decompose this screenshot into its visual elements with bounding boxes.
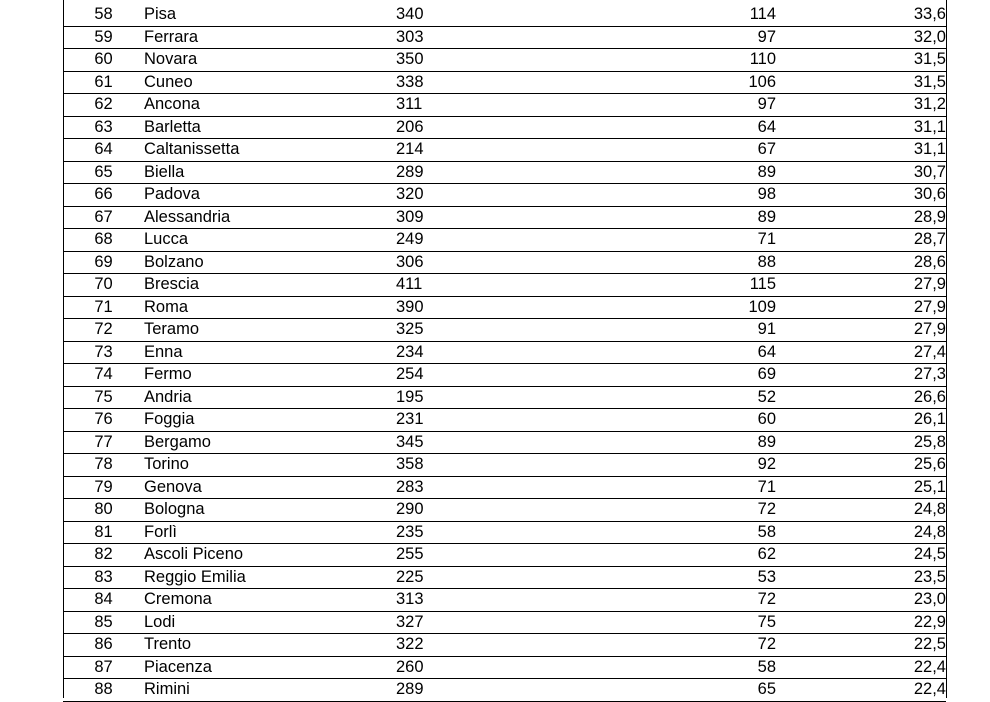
city-cell: Lucca	[144, 229, 396, 252]
value-a-cell: 309	[396, 206, 496, 229]
table-row	[63, 634, 946, 657]
value-c-cell: 27,9	[776, 296, 946, 319]
value-c-cell: 24,8	[776, 521, 946, 544]
rank-cell: 82	[63, 544, 144, 567]
table-row	[63, 364, 946, 387]
table-row	[63, 589, 946, 612]
table-row	[63, 611, 946, 634]
value-a-cell: 214	[396, 139, 496, 162]
city-cell: Genova	[144, 476, 396, 499]
value-a-cell: 290	[396, 499, 496, 522]
value-b-cell: 92	[496, 454, 776, 477]
value-b-cell: 72	[496, 499, 776, 522]
value-a-cell: 311	[396, 94, 496, 117]
value-b-cell: 106	[496, 71, 776, 94]
value-a-cell: 345	[396, 431, 496, 454]
value-c-cell: 26,6	[776, 386, 946, 409]
rank-cell: 75	[63, 386, 144, 409]
value-b-cell: 69	[496, 364, 776, 387]
value-b-cell: 72	[496, 634, 776, 657]
city-cell: Novara	[144, 49, 396, 72]
value-b-cell: 71	[496, 476, 776, 499]
value-c-cell: 27,9	[776, 274, 946, 297]
value-c-cell: 31,5	[776, 49, 946, 72]
value-b-cell: 60	[496, 409, 776, 432]
table-row	[63, 49, 946, 72]
value-b-cell: 53	[496, 566, 776, 589]
city-cell: Forlì	[144, 521, 396, 544]
rank-cell: 72	[63, 319, 144, 342]
rank-cell: 77	[63, 431, 144, 454]
rank-cell: 68	[63, 229, 144, 252]
value-b-cell: 97	[496, 26, 776, 49]
value-a-cell: 234	[396, 341, 496, 364]
table-row	[63, 454, 946, 477]
city-cell: Reggio Emilia	[144, 566, 396, 589]
value-c-cell: 25,8	[776, 431, 946, 454]
rank-cell: 84	[63, 589, 144, 612]
rank-cell: 70	[63, 274, 144, 297]
table-row	[63, 499, 946, 522]
value-c-cell: 22,4	[776, 679, 946, 702]
city-cell: Teramo	[144, 319, 396, 342]
city-cell: Pisa	[144, 4, 396, 26]
city-cell: Barletta	[144, 116, 396, 139]
value-a-cell: 320	[396, 184, 496, 207]
table-row	[63, 229, 946, 252]
value-b-cell: 97	[496, 94, 776, 117]
value-b-cell: 89	[496, 161, 776, 184]
value-b-cell: 114	[496, 4, 776, 26]
value-c-cell: 26,1	[776, 409, 946, 432]
value-c-cell: 31,2	[776, 94, 946, 117]
value-c-cell: 25,6	[776, 454, 946, 477]
value-c-cell: 28,6	[776, 251, 946, 274]
value-a-cell: 195	[396, 386, 496, 409]
value-c-cell: 33,6	[776, 4, 946, 26]
rank-cell: 86	[63, 634, 144, 657]
value-b-cell: 109	[496, 296, 776, 319]
table-row	[63, 431, 946, 454]
value-a-cell: 338	[396, 71, 496, 94]
value-a-cell: 325	[396, 319, 496, 342]
value-b-cell: 64	[496, 341, 776, 364]
value-a-cell: 260	[396, 656, 496, 679]
table-row	[63, 4, 946, 26]
city-cell: Andria	[144, 386, 396, 409]
value-a-cell: 322	[396, 634, 496, 657]
rank-cell: 59	[63, 26, 144, 49]
city-cell: Rimini	[144, 679, 396, 702]
city-cell: Ancona	[144, 94, 396, 117]
value-c-cell: 32,0	[776, 26, 946, 49]
rank-cell: 80	[63, 499, 144, 522]
table-right-border	[946, 0, 947, 698]
table-row	[63, 544, 946, 567]
value-c-cell: 27,3	[776, 364, 946, 387]
value-b-cell: 89	[496, 206, 776, 229]
table-row	[63, 409, 946, 432]
city-cell: Torino	[144, 454, 396, 477]
table-body	[63, 4, 946, 701]
value-a-cell: 254	[396, 364, 496, 387]
rank-cell: 83	[63, 566, 144, 589]
value-a-cell: 225	[396, 566, 496, 589]
value-c-cell: 27,9	[776, 319, 946, 342]
value-b-cell: 71	[496, 229, 776, 252]
city-cell: Lodi	[144, 611, 396, 634]
value-a-cell: 231	[396, 409, 496, 432]
city-cell: Roma	[144, 296, 396, 319]
table-row	[63, 274, 946, 297]
value-c-cell: 27,4	[776, 341, 946, 364]
value-a-cell: 303	[396, 26, 496, 49]
value-a-cell: 306	[396, 251, 496, 274]
table-row	[63, 296, 946, 319]
value-a-cell: 255	[396, 544, 496, 567]
rank-cell: 66	[63, 184, 144, 207]
rank-cell: 78	[63, 454, 144, 477]
value-a-cell: 390	[396, 296, 496, 319]
value-c-cell: 28,9	[776, 206, 946, 229]
table-row	[63, 206, 946, 229]
value-c-cell: 25,1	[776, 476, 946, 499]
city-cell: Brescia	[144, 274, 396, 297]
rank-cell: 85	[63, 611, 144, 634]
table-row	[63, 476, 946, 499]
value-c-cell: 22,9	[776, 611, 946, 634]
rank-cell: 60	[63, 49, 144, 72]
rank-cell: 74	[63, 364, 144, 387]
city-cell: Enna	[144, 341, 396, 364]
value-c-cell: 24,5	[776, 544, 946, 567]
value-b-cell: 98	[496, 184, 776, 207]
value-c-cell: 30,7	[776, 161, 946, 184]
value-b-cell: 72	[496, 589, 776, 612]
table-row	[63, 26, 946, 49]
value-a-cell: 340	[396, 4, 496, 26]
table-row	[63, 161, 946, 184]
value-b-cell: 58	[496, 521, 776, 544]
value-a-cell: 289	[396, 161, 496, 184]
table-row	[63, 386, 946, 409]
city-cell: Alessandria	[144, 206, 396, 229]
value-b-cell: 62	[496, 544, 776, 567]
value-a-cell: 206	[396, 116, 496, 139]
city-cell: Bergamo	[144, 431, 396, 454]
table-row	[63, 116, 946, 139]
table-row	[63, 319, 946, 342]
city-cell: Piacenza	[144, 656, 396, 679]
city-cell: Biella	[144, 161, 396, 184]
value-a-cell: 289	[396, 679, 496, 702]
rank-cell: 69	[63, 251, 144, 274]
city-cell: Foggia	[144, 409, 396, 432]
rank-cell: 63	[63, 116, 144, 139]
value-b-cell: 91	[496, 319, 776, 342]
rank-cell: 71	[63, 296, 144, 319]
value-a-cell: 283	[396, 476, 496, 499]
rank-cell: 76	[63, 409, 144, 432]
city-ranking-table	[63, 4, 946, 702]
value-c-cell: 30,6	[776, 184, 946, 207]
value-a-cell: 235	[396, 521, 496, 544]
value-b-cell: 110	[496, 49, 776, 72]
value-b-cell: 89	[496, 431, 776, 454]
value-b-cell: 88	[496, 251, 776, 274]
rank-cell: 67	[63, 206, 144, 229]
value-b-cell: 67	[496, 139, 776, 162]
rank-cell: 81	[63, 521, 144, 544]
value-a-cell: 327	[396, 611, 496, 634]
value-c-cell: 31,1	[776, 116, 946, 139]
value-a-cell: 411	[396, 274, 496, 297]
value-b-cell: 65	[496, 679, 776, 702]
table-row	[63, 341, 946, 364]
value-b-cell: 52	[496, 386, 776, 409]
value-b-cell: 115	[496, 274, 776, 297]
city-cell: Bologna	[144, 499, 396, 522]
city-cell: Ascoli Piceno	[144, 544, 396, 567]
rank-cell: 88	[63, 679, 144, 702]
value-a-cell: 350	[396, 49, 496, 72]
rank-cell: 79	[63, 476, 144, 499]
table-row	[63, 94, 946, 117]
value-a-cell: 313	[396, 589, 496, 612]
rank-cell: 64	[63, 139, 144, 162]
value-c-cell: 28,7	[776, 229, 946, 252]
city-cell: Cremona	[144, 589, 396, 612]
value-c-cell: 22,5	[776, 634, 946, 657]
value-c-cell: 24,8	[776, 499, 946, 522]
rank-cell: 61	[63, 71, 144, 94]
value-c-cell: 23,5	[776, 566, 946, 589]
table-row	[63, 71, 946, 94]
value-c-cell: 31,1	[776, 139, 946, 162]
value-c-cell: 31,5	[776, 71, 946, 94]
city-cell: Fermo	[144, 364, 396, 387]
city-cell: Trento	[144, 634, 396, 657]
city-cell: Padova	[144, 184, 396, 207]
value-a-cell: 249	[396, 229, 496, 252]
rank-cell: 73	[63, 341, 144, 364]
rank-cell: 87	[63, 656, 144, 679]
city-cell: Caltanissetta	[144, 139, 396, 162]
city-cell: Cuneo	[144, 71, 396, 94]
table-row	[63, 139, 946, 162]
rank-cell: 58	[63, 4, 144, 26]
table-row	[63, 521, 946, 544]
value-b-cell: 75	[496, 611, 776, 634]
value-c-cell: 23,0	[776, 589, 946, 612]
city-cell: Ferrara	[144, 26, 396, 49]
value-b-cell: 58	[496, 656, 776, 679]
value-b-cell: 64	[496, 116, 776, 139]
table-row	[63, 184, 946, 207]
table-row	[63, 566, 946, 589]
value-a-cell: 358	[396, 454, 496, 477]
rank-cell: 62	[63, 94, 144, 117]
value-c-cell: 22,4	[776, 656, 946, 679]
table-row	[63, 656, 946, 679]
rank-cell: 65	[63, 161, 144, 184]
city-cell: Bolzano	[144, 251, 396, 274]
table-row	[63, 251, 946, 274]
